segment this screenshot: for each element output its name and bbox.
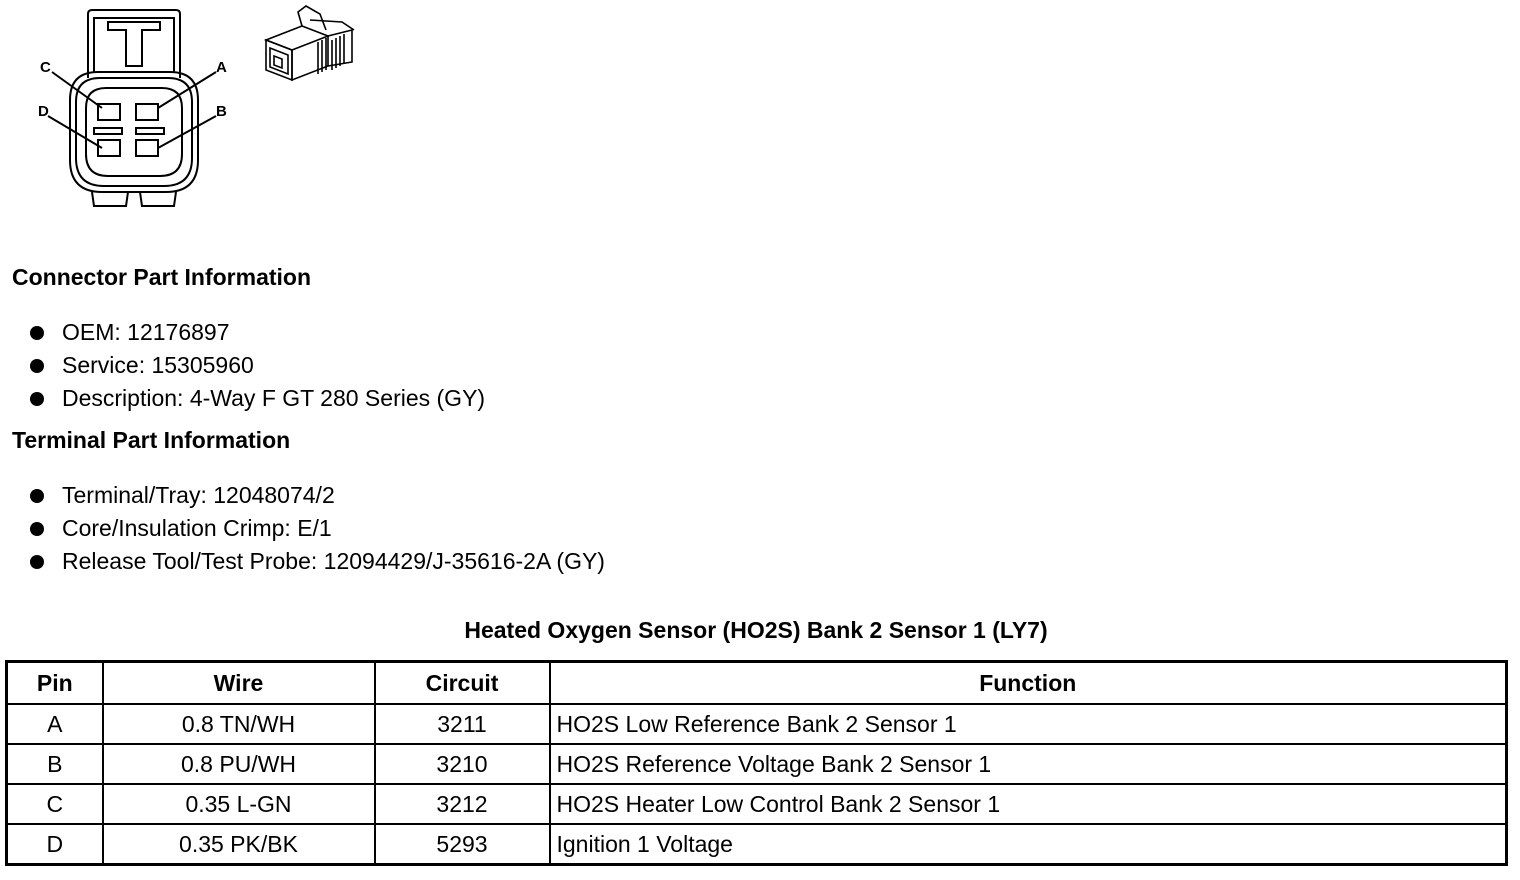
list-item — [30, 316, 485, 349]
service-part-text: Service: 15305960 — [62, 352, 254, 378]
pin-label-d: D — [38, 103, 49, 120]
terminal-tray-text: Terminal/Tray: 12048074/2 — [62, 482, 335, 508]
table-title: Heated Oxygen Sensor (HO2S) Bank 2 Sensor 1 (LY7) — [464, 617, 1048, 643]
cell-wire: 0.35 PK/BK — [103, 824, 375, 865]
cell-circuit: 3210 — [375, 744, 550, 784]
list-item — [30, 382, 485, 415]
table-row — [7, 824, 1507, 865]
header-wire: Wire — [103, 662, 375, 705]
cell-function: HO2S Heater Low Control Bank 2 Sensor 1 — [550, 784, 1507, 824]
connector-face-icon — [48, 10, 216, 206]
terminal-part-info-heading: Terminal Part Information — [12, 427, 291, 453]
cell-function: HO2S Reference Voltage Bank 2 Sensor 1 — [550, 744, 1507, 784]
connector-diagram — [30, 0, 370, 215]
pin-label-c: C — [40, 59, 51, 76]
connector-isometric-icon — [266, 6, 354, 80]
bullet-icon — [30, 359, 44, 373]
table-row — [7, 784, 1507, 824]
table-row — [7, 744, 1507, 784]
list-item — [30, 512, 605, 545]
oem-part-text: OEM: 12176897 — [62, 319, 230, 345]
cell-function: HO2S Low Reference Bank 2 Sensor 1 — [550, 704, 1507, 744]
cell-wire: 0.35 L-GN — [103, 784, 375, 824]
cell-circuit: 3211 — [375, 704, 550, 744]
table-row — [7, 704, 1507, 744]
cell-pin: A — [7, 704, 103, 744]
bullet-icon — [30, 392, 44, 406]
list-item — [30, 349, 485, 382]
cell-circuit: 3212 — [375, 784, 550, 824]
cell-pin: D — [7, 824, 103, 865]
cell-pin: C — [7, 784, 103, 824]
terminal-part-info-list — [30, 479, 605, 578]
pin-label-b: B — [216, 103, 227, 120]
bullet-icon — [30, 489, 44, 503]
pinout-table — [5, 660, 1508, 866]
connector-part-info-heading: Connector Part Information — [12, 264, 312, 290]
list-item — [30, 545, 605, 578]
header-function: Function — [550, 662, 1507, 705]
header-pin: Pin — [7, 662, 103, 705]
table-header-row — [7, 662, 1507, 705]
bullet-icon — [30, 522, 44, 536]
crimp-text: Core/Insulation Crimp: E/1 — [62, 515, 332, 541]
cell-function: Ignition 1 Voltage — [550, 824, 1507, 865]
cell-circuit: 5293 — [375, 824, 550, 865]
description-text: Description: 4-Way F GT 280 Series (GY) — [62, 385, 486, 411]
release-tool-text: Release Tool/Test Probe: 12094429/J-35616-2A (GY) — [62, 548, 605, 574]
bullet-icon — [30, 555, 44, 569]
header-circuit: Circuit — [375, 662, 550, 705]
connector-part-info-list — [30, 316, 485, 415]
pin-label-a: A — [216, 59, 227, 76]
cell-wire: 0.8 PU/WH — [103, 744, 375, 784]
bullet-icon — [30, 326, 44, 340]
cell-pin: B — [7, 744, 103, 784]
cell-wire: 0.8 TN/WH — [103, 704, 375, 744]
list-item — [30, 479, 605, 512]
